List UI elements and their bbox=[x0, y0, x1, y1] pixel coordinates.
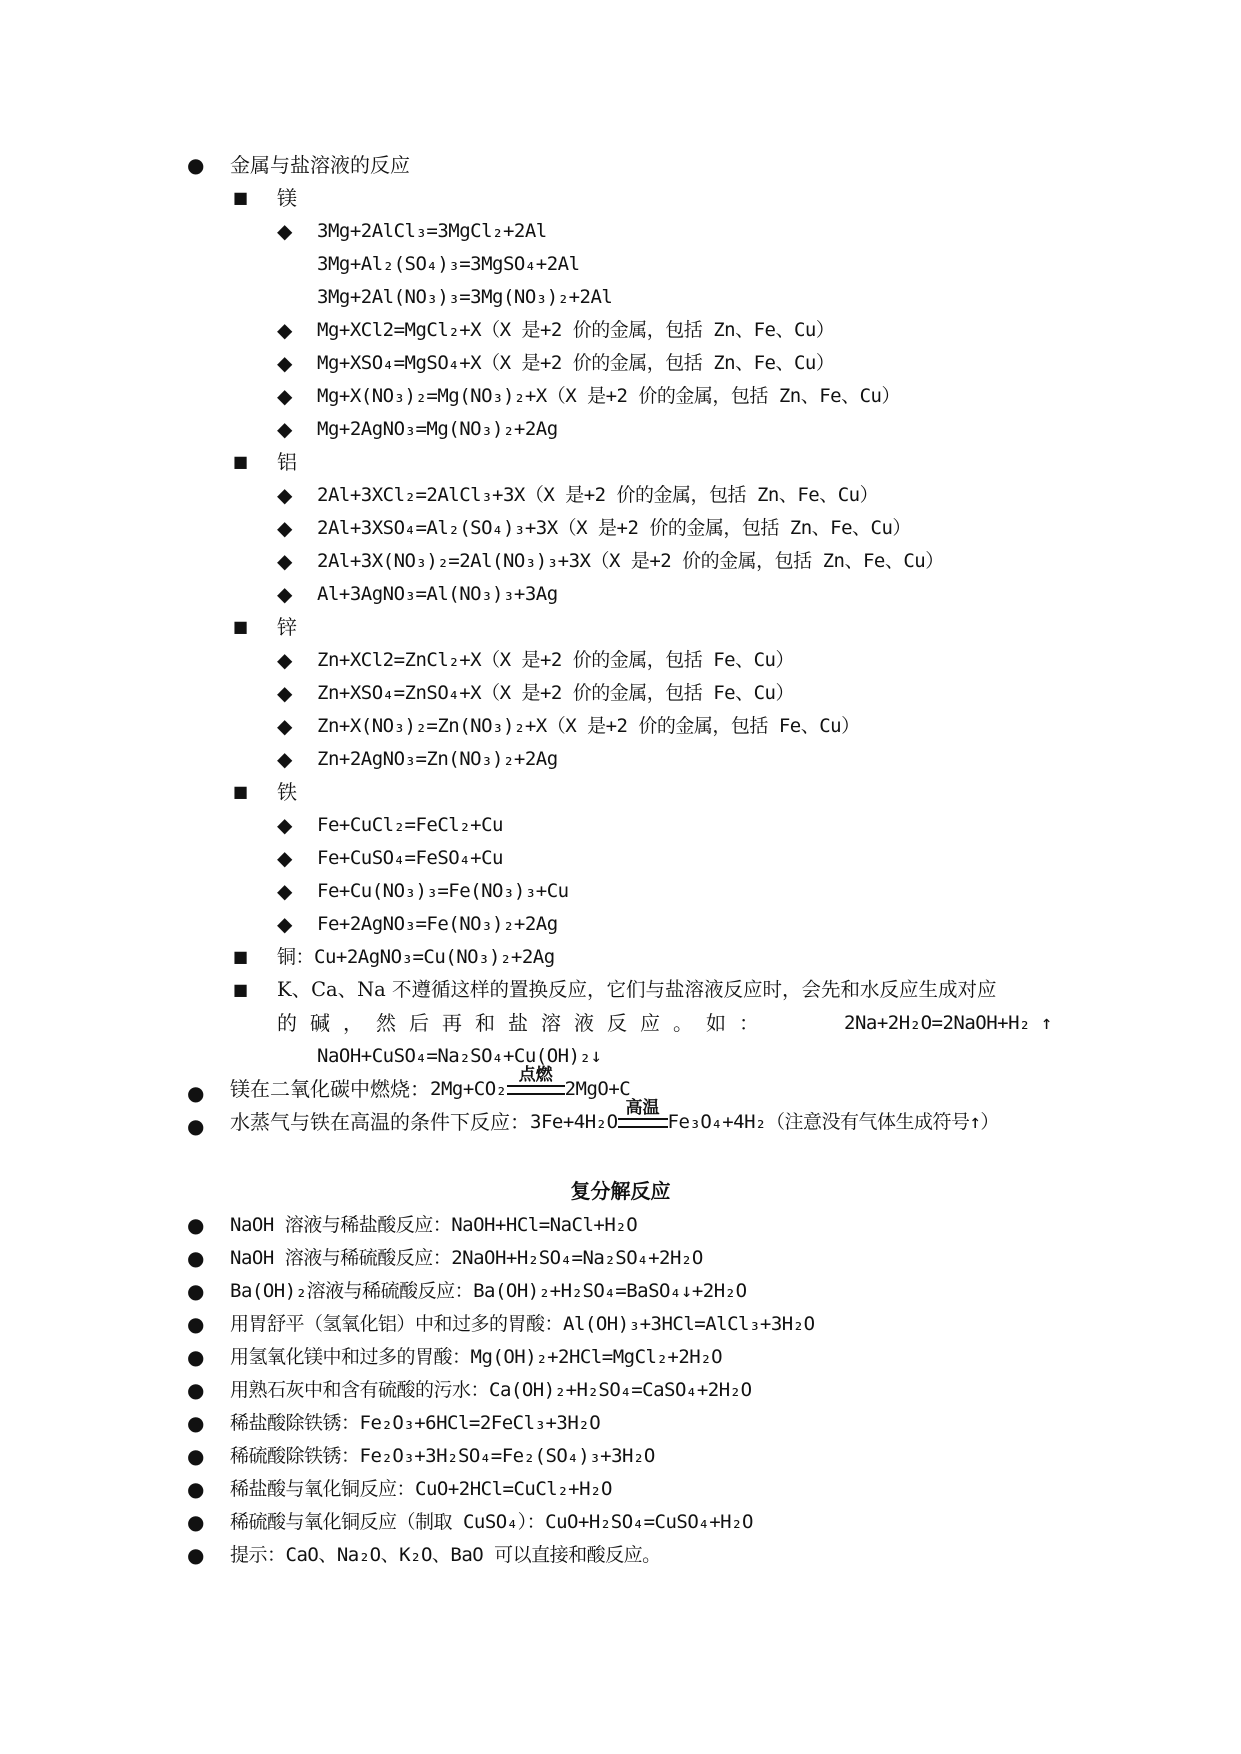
diamond-bullet-icon: ◆ bbox=[277, 912, 293, 936]
equation-line: Fe+CuCl₂=FeCl₂+Cu bbox=[317, 814, 503, 836]
equation-line: 3Mg+2Al(NO₃)₃=3Mg(NO₃)₂+2Al bbox=[317, 286, 613, 308]
list-item: 用熟石灰中和含有硫酸的污水：Ca(OH)₂+H₂SO₄=CaSO₄+2H₂O bbox=[230, 1379, 752, 1401]
equation-line: NaOH+CuSO₄=Na₂SO₄+Cu(OH)₂↓ bbox=[317, 1045, 602, 1067]
diamond-bullet-icon: ◆ bbox=[277, 483, 293, 507]
section-title: 复分解反应 bbox=[570, 1179, 671, 1203]
diamond-bullet-icon: ◆ bbox=[277, 681, 293, 705]
circle-bullet-icon: ● bbox=[187, 1246, 205, 1270]
metal-label-fe: 铁 bbox=[277, 780, 297, 804]
circle-bullet-icon: ● bbox=[187, 153, 205, 177]
metal-label-zn: 锌 bbox=[277, 615, 297, 639]
list-item: 稀盐酸除铁锈：Fe₂O₃+6HCl=2FeCl₃+3H₂O bbox=[230, 1412, 601, 1434]
reaction-steam-fe bbox=[230, 1099, 999, 1135]
diamond-bullet-icon: ◆ bbox=[277, 747, 293, 771]
circle-bullet-icon: ● bbox=[187, 1279, 205, 1303]
list-item: 提示：CaO、Na₂O、K₂O、BaO 可以直接和酸反应。 bbox=[230, 1544, 661, 1566]
circle-bullet-icon: ● bbox=[187, 1312, 205, 1336]
equation-line: Zn+XSO₄=ZnSO₄+X（X 是+2 价的金属，包括 Fe、Cu） bbox=[317, 682, 794, 704]
circle-bullet-icon: ● bbox=[187, 1081, 205, 1105]
equation-line: Zn+XCl2=ZnCl₂+X（X 是+2 价的金属，包括 Fe、Cu） bbox=[317, 649, 794, 671]
diamond-bullet-icon: ◆ bbox=[277, 813, 293, 837]
reaction-rhs: 2MgO+C bbox=[564, 1078, 631, 1100]
square-bullet-icon: ■ bbox=[233, 188, 249, 207]
circle-bullet-icon: ● bbox=[187, 1543, 205, 1567]
equation-line: Zn+2AgNO₃=Zn(NO₃)₂+2Ag bbox=[317, 748, 558, 770]
reaction-mg-co2 bbox=[230, 1066, 630, 1102]
diamond-bullet-icon: ◆ bbox=[277, 648, 293, 672]
double-line-icon bbox=[507, 1085, 565, 1095]
circle-bullet-icon: ● bbox=[187, 1477, 205, 1501]
equation-line: 2Na+2H₂O=2NaOH+H₂ ↑ bbox=[844, 1012, 1052, 1034]
metal-label-mg: 镁 bbox=[277, 186, 297, 210]
circle-bullet-icon: ● bbox=[187, 1114, 205, 1138]
equation-line: Fe+Cu(NO₃)₃=Fe(NO₃)₃+Cu bbox=[317, 880, 569, 902]
equation-line: Fe+2AgNO₃=Fe(NO₃)₂+2Ag bbox=[317, 913, 558, 935]
circle-bullet-icon: ● bbox=[187, 1213, 205, 1237]
note-line: 的碱，然后再和盐溶液反应。如： bbox=[277, 1011, 772, 1035]
list-item: 用胃舒平（氢氧化铝）中和过多的胃酸：Al(OH)₃+3HCl=AlCl₃+3H₂O bbox=[230, 1313, 815, 1335]
square-bullet-icon: ■ bbox=[233, 782, 249, 801]
equation-line: 3Mg+Al₂(SO₄)₃=3MgSO₄+2Al bbox=[317, 253, 580, 275]
reaction-lhs: 2Mg+CO₂ bbox=[430, 1078, 507, 1100]
diamond-bullet-icon: ◆ bbox=[277, 219, 293, 243]
diamond-bullet-icon: ◆ bbox=[277, 846, 293, 870]
list-item: 用氢氧化镁中和过多的胃酸：Mg(OH)₂+2HCl=MgCl₂+2H₂O bbox=[230, 1346, 723, 1368]
condition-label: 高温 bbox=[625, 1098, 660, 1118]
circle-bullet-icon: ● bbox=[187, 1510, 205, 1534]
list-item: NaOH 溶液与稀硫酸反应：2NaOH+H₂SO₄=Na₂SO₄+2H₂O bbox=[230, 1247, 703, 1269]
equation-line: 2Al+3XCl₂=2AlCl₃+3X（X 是+2 价的金属，包括 Zn、Fe、Cu） bbox=[317, 484, 879, 506]
reaction-lhs: 3Fe+4H₂O bbox=[530, 1111, 618, 1133]
equation-line: Mg+XCl2=MgCl₂+X（X 是+2 价的金属，包括 Zn、Fe、Cu） bbox=[317, 319, 835, 341]
diamond-bullet-icon: ◆ bbox=[277, 879, 293, 903]
diamond-bullet-icon: ◆ bbox=[277, 714, 293, 738]
square-bullet-icon: ■ bbox=[233, 980, 249, 999]
equation-line: 2Al+3XSO₄=Al₂(SO₄)₃+3X（X 是+2 价的金属，包括 Zn、Fe、Cu） bbox=[317, 517, 911, 539]
list-item: 稀盐酸与氧化铜反应：CuO+2HCl=CuCl₂+H₂O bbox=[230, 1478, 612, 1500]
list-item: 稀硫酸与氧化铜反应（制取 CuSO₄）：CuO+H₂SO₄=CuSO₄+H₂O bbox=[230, 1511, 753, 1533]
condition-label: 点燃 bbox=[518, 1065, 553, 1085]
double-line-icon bbox=[618, 1118, 668, 1128]
equation-line: Mg+2AgNO₃=Mg(NO₃)₂+2Ag bbox=[317, 418, 558, 440]
equation-line: 2Al+3X(NO₃)₂=2Al(NO₃)₃+3X（X 是+2 价的金属，包括 Zn、Fe、Cu） bbox=[317, 550, 944, 572]
diamond-bullet-icon: ◆ bbox=[277, 417, 293, 441]
note-line: K、Ca、Na 不遵循这样的置换反应，它们与盐溶液反应时，会先和水反应生成对应 bbox=[277, 978, 997, 1001]
section-heading: 金属与盐溶液的反应 bbox=[230, 153, 410, 177]
diamond-bullet-icon: ◆ bbox=[277, 318, 293, 342]
reaction-prefix: 水蒸气与铁在高温的条件下反应： bbox=[230, 1110, 530, 1134]
diamond-bullet-icon: ◆ bbox=[277, 351, 293, 375]
equation-line: 3Mg+2AlCl₃=3MgCl₂+2Al bbox=[317, 220, 547, 242]
equation-line: Zn+X(NO₃)₂=Zn(NO₃)₂+X（X 是+2 价的金属，包括 Fe、Cu） bbox=[317, 715, 860, 737]
circle-bullet-icon: ● bbox=[187, 1444, 205, 1468]
list-item: 稀硫酸除铁锈：Fe₂O₃+3H₂SO₄=Fe₂(SO₄)₃+3H₂O bbox=[230, 1445, 655, 1467]
reaction-prefix: 镁在二氧化碳中燃烧： bbox=[230, 1077, 430, 1101]
equation-line: Mg+X(NO₃)₂=Mg(NO₃)₂+X（X 是+2 价的金属，包括 Zn、Fe、Cu） bbox=[317, 385, 900, 407]
circle-bullet-icon: ● bbox=[187, 1411, 205, 1435]
diamond-bullet-icon: ◆ bbox=[277, 582, 293, 606]
metal-line-cu: 铜：Cu+2AgNO₃=Cu(NO₃)₂+2Ag bbox=[277, 946, 555, 968]
reaction-condition bbox=[618, 1099, 668, 1135]
list-item: NaOH 溶液与稀盐酸反应：NaOH+HCl=NaCl+H₂O bbox=[230, 1214, 638, 1236]
square-bullet-icon: ■ bbox=[233, 617, 249, 636]
circle-bullet-icon: ● bbox=[187, 1378, 205, 1402]
reaction-rhs: Fe₃O₄+4H₂（注意没有气体生成符号↑） bbox=[667, 1111, 999, 1133]
diamond-bullet-icon: ◆ bbox=[277, 549, 293, 573]
reaction-condition bbox=[507, 1066, 565, 1102]
list-item: Ba(OH)₂溶液与稀硫酸反应：Ba(OH)₂+H₂SO₄=BaSO₄↓+2H₂O bbox=[230, 1280, 747, 1302]
metal-label-al: 铝 bbox=[277, 450, 297, 474]
circle-bullet-icon: ● bbox=[187, 1345, 205, 1369]
square-bullet-icon: ■ bbox=[233, 947, 249, 966]
diamond-bullet-icon: ◆ bbox=[277, 384, 293, 408]
square-bullet-icon: ■ bbox=[233, 452, 249, 471]
equation-line: Al+3AgNO₃=Al(NO₃)₃+3Ag bbox=[317, 583, 558, 605]
equation-line: Fe+CuSO₄=FeSO₄+Cu bbox=[317, 847, 503, 869]
diamond-bullet-icon: ◆ bbox=[277, 516, 293, 540]
equation-line: Mg+XSO₄=MgSO₄+X（X 是+2 价的金属，包括 Zn、Fe、Cu） bbox=[317, 352, 835, 374]
